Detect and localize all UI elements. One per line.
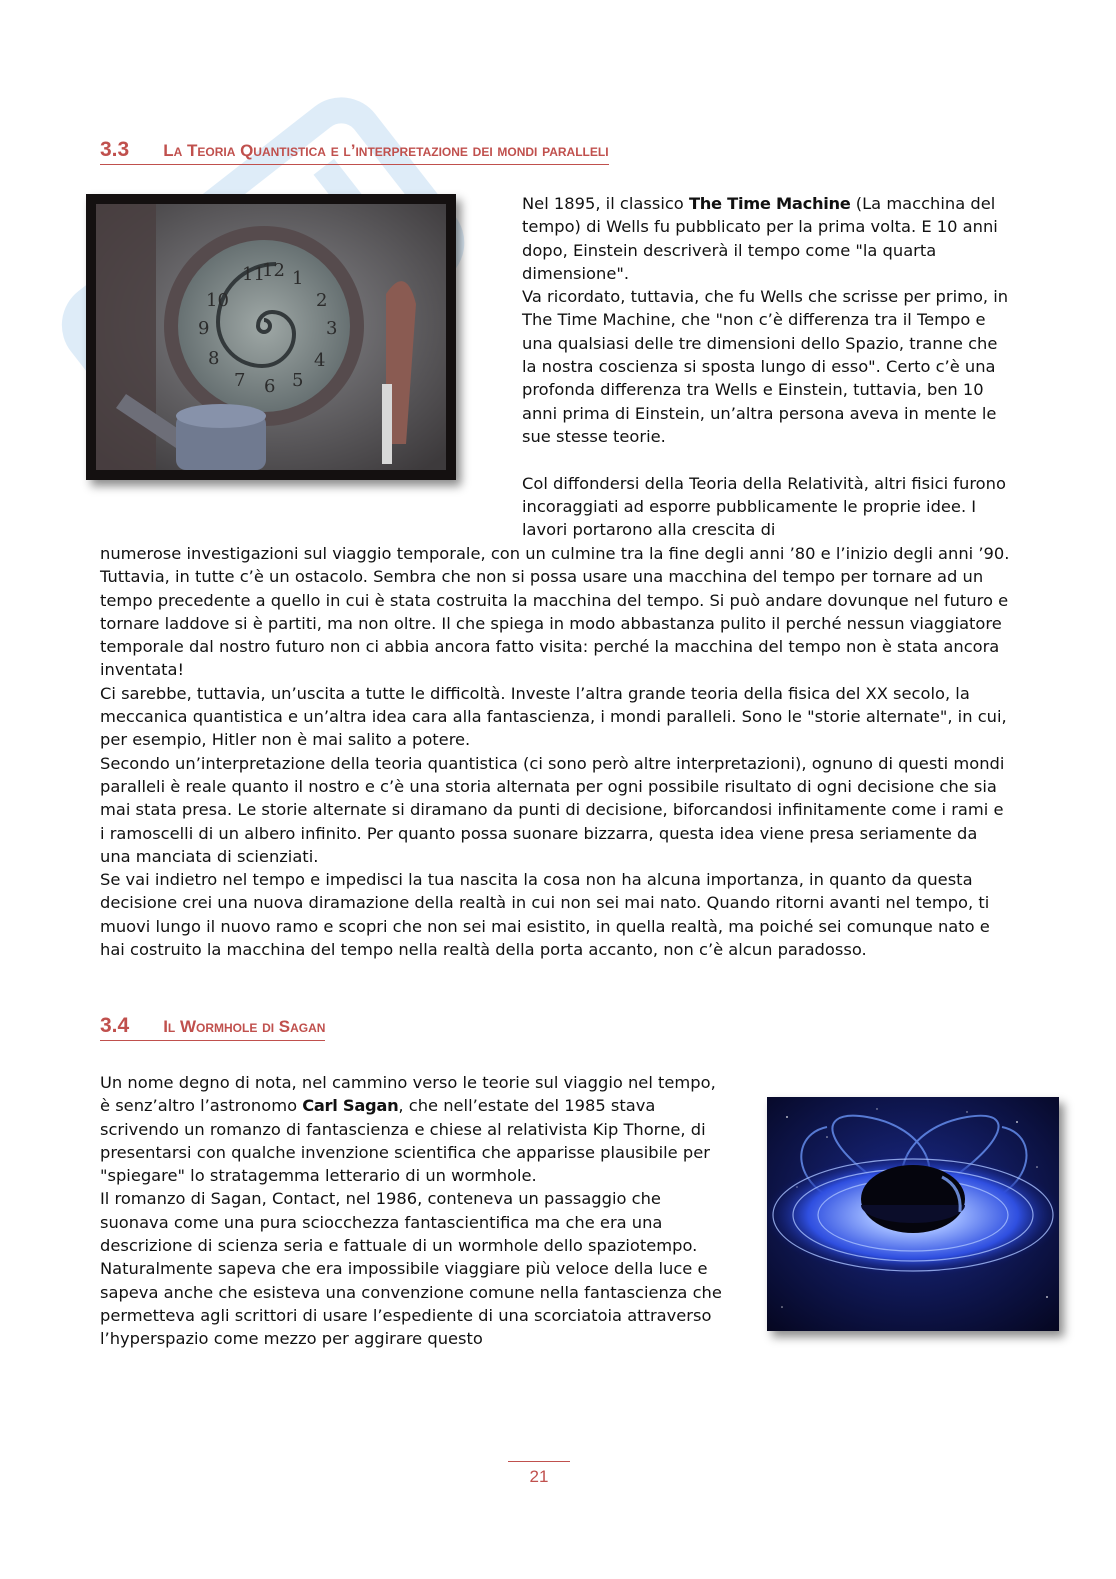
clock-numeral-9: 9 (198, 318, 210, 339)
section-number: 3.3 (100, 138, 130, 161)
intro-text-block (522, 192, 1012, 541)
section-heading-3-3 (100, 138, 609, 165)
clock-numeral-6: 6 (264, 376, 276, 397)
clock-numeral-10: 10 (206, 290, 229, 311)
clock-numeral-5: 5 (292, 370, 304, 391)
section-heading-3-4 (100, 1014, 325, 1041)
section-title: La Teoria Quantistica e l’interpretazione dei mondi paralleli (163, 141, 609, 160)
clock-numeral-4: 4 (314, 350, 326, 371)
page-number: 21 (529, 1467, 549, 1486)
name-bold: Carl Sagan (302, 1096, 399, 1116)
paragraph-intro: Nel 1895, il classico The Time Machine (La macchina del tempo) di Wells fu pubblicato per la prima volta. E 10 anni dopo, Einstein descriverà il tempo come "la quarta dimensione". (522, 194, 998, 283)
paragraph-paradox: Se vai indietro nel tempo e impedisci la tua nascita la cosa non ha alcuna importanza, in quanto da questa decisione crei una nuova diramazione della realtà in cui non sei mai nato. Quando ritorni avanti nel tempo, ti muovi lungo il nuovo ramo e scopri che non sei mai esistito, in quella realtà, ma poiché sei comunque nato e hai costruito la macchina del tempo nella realtà della porta accanto, non c’è alcun paradosso. (100, 870, 990, 960)
paragraph-relativity-start: Col diffondersi della Teoria della Relatività, altri fisici furono incoraggiati ad esporre pubblicamente le proprie idee. I lavori portarono alla crescita di (522, 473, 1006, 540)
clock-numeral-1: 1 (292, 268, 304, 289)
clock-numeral-7: 7 (234, 370, 246, 391)
section-title: Il Wormhole di Sagan (163, 1017, 326, 1036)
footer-divider (508, 1461, 570, 1462)
clock-numeral-12: 12 (262, 260, 285, 281)
paragraph-sagan: Un nome degno di nota, nel cammino verso le teorie sul viaggio nel tempo, è senz’altro l’astronomo Carl Sagan, che nell’estate del 1985 stava scrivendo un romanzo di fantascienza e chiese al relativista Kip Thorne, di presentarsi con qualche invenzione scientifica che apparisse plausibile per "spiegare" lo stratagemma letterario di un wormhole. (100, 1073, 716, 1186)
main-text-block (100, 542, 1012, 961)
clock-numeral-11: 11 (242, 264, 265, 285)
paragraph-contact: Il romanzo di Sagan, Contact, nel 1986, conteneva un passaggio che suonava come una pura sciocchezza fantascientifica ma che era una descrizione di scienza seria e fattuale di un wormhole dello spaziotempo. (100, 1189, 698, 1256)
section-number: 3.4 (100, 1014, 130, 1037)
black-hole-image (767, 1097, 1059, 1331)
paragraph-interpretation: Secondo un’interpretazione della teoria quantistica (ci sono però altre interpretazioni), ognuno di questi mondi paralleli è reale quanto il nostro e c’è una storia alternata per ogni possibile risultato di ogni decisione che sia mai stata presa. Le storie alternate si diramano da punti di decisione, biforcandosi infinitamente come i rami e i ramoscelli di un albero infinito. Per quanto possa suonare bizzarra, questa idea viene presa seriamente da una manciata di scienziati. (100, 753, 1005, 866)
paragraph-wells: Va ricordato, tuttavia, che fu Wells che scrisse per primo, in The Time Machine, che "non c’è differenza tra il Tempo e una qualsiasi delle tre dimensioni dello Spazio, tranne che la nostra coscienza si sposta lungo di esso". Certo c’è una profonda differenza tra Wells e Einstein, tuttavia, ben 10 anni prima di Einstein, un’altra persona aveva in mente le sue stesse teorie. (522, 287, 1009, 446)
clock-numeral-3: 3 (326, 318, 338, 339)
book-title-bold: The Time Machine (688, 194, 851, 213)
sagan-text-block (100, 1071, 730, 1351)
clock-numeral-8: 8 (208, 348, 220, 369)
paragraph-hyperspace: Naturalmente sapeva che era impossibile viaggiare più veloce della luce e sapeva anche che esisteva una convenzione comune nella fantascienza che permetteva agli scrittori di usare l’espediente di una scorciatoia attraverso l’hyperspazio come mezzo per aggirare questo (100, 1259, 722, 1349)
clock-numeral-2: 2 (316, 290, 328, 311)
melting-clock-image (86, 194, 456, 480)
paragraph-relativity-cont: numerose investigazioni sul viaggio temporale, con un culmine tra la fine degli anni ’80 e l’inizio degli anni ’90. Tuttavia, in tutte c’è un ostacolo. Sembra che non si possa usare una macchina del tempo per tornare ad un tempo precedente a quello in cui è stata costruita la macchina del tempo. Si può andare dovunque nel futuro e tornare laddove si è partiti, ma non oltre. Il che spiega in modo abbastanza pulito il perché nessun viaggiatore temporale dal nostro futuro non ci abbia ancora fatto visita: perché la macchina del tempo non è stata ancora inventata! (100, 544, 1010, 680)
clock-illustration (86, 194, 456, 480)
black-hole-illustration (767, 1097, 1059, 1331)
paragraph-quantum: Ci sarebbe, tuttavia, un’uscita a tutte le difficoltà. Investe l’altra grande teoria della fisica del XX secolo, la meccanica quantistica e un’altra idea cara alla fantascienza, i mondi paralleli. Sono le "storie alternate", in cui, per esempio, Hitler non è mai salito a potere. (100, 683, 1007, 750)
